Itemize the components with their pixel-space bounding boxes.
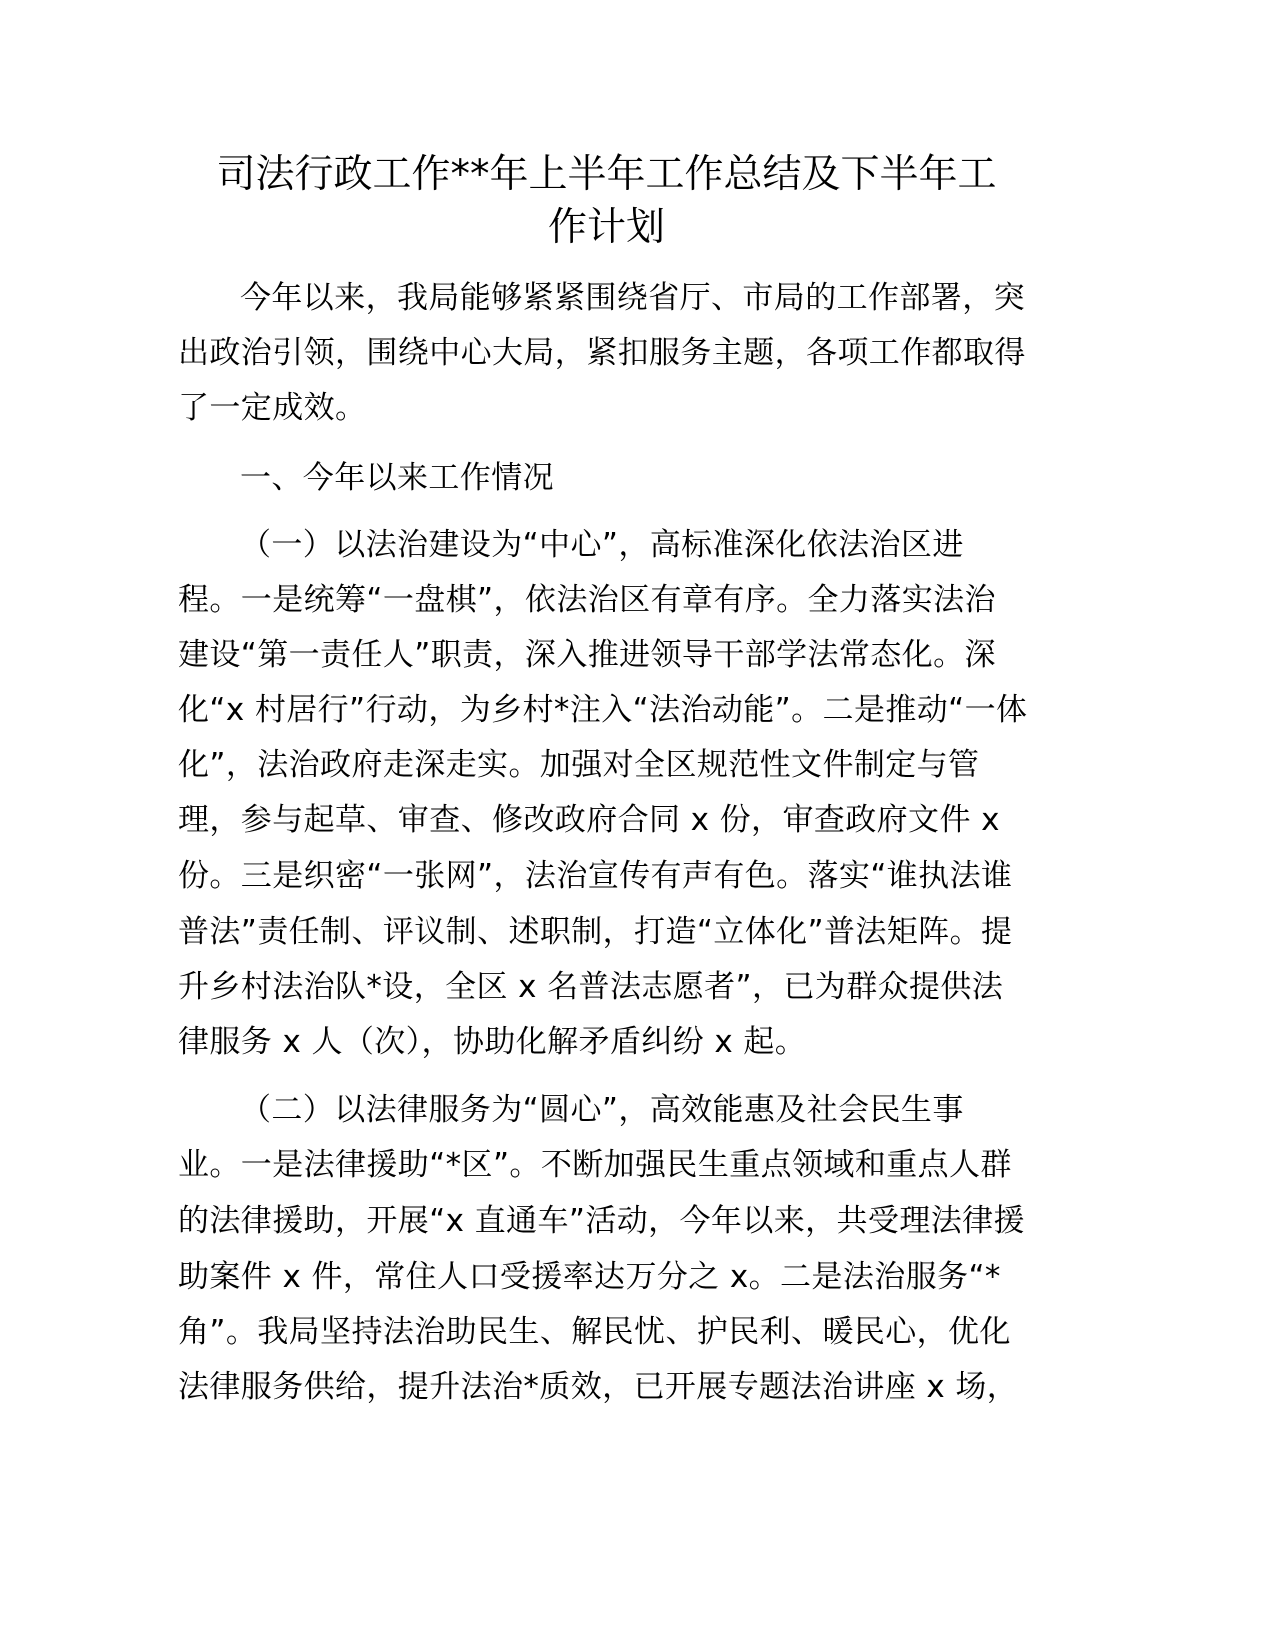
subsection-2-line-2: 业。一是法律援助“*区”。不断加强民生重点领域和重点人群: [178, 1147, 1012, 1183]
title-line-2: 作计划: [547, 205, 665, 250]
title-line-1: 司法行政工作**年上半年工作总结及下半年工: [216, 152, 997, 197]
subsection-1-line-9: 升乡村法治队*设，全区 x 名普法志愿者”，已为群众提供法: [178, 969, 1004, 1005]
subsection-1-line-8: 普法”责任制、评议制、述职制，打造“立体化”普法矩阵。提: [178, 914, 1013, 950]
subsection-1-line-2: 程。一是统筹“一盘棋”，依法治区有章有序。全力落实法治: [178, 582, 996, 618]
subsection-1-line-7: 份。三是织密“一张网”，法治宣传有声有色。落实“谁执法谁: [178, 858, 1013, 894]
intro-line-2: 出政治引领，围绕中心大局，紧扣服务主题，各项工作都取得: [178, 335, 1026, 371]
subsection-2-line-6: 法律服务供给，提升法治*质效，已开展专题法治讲座 x 场，: [178, 1369, 1019, 1405]
subsection-1-line-10: 律服务 x 人（次），协助化解矛盾纠纷 x 起。: [178, 1024, 807, 1060]
section-heading: 一、今年以来工作情况: [240, 460, 554, 496]
intro-line-3: 了一定成效。: [178, 390, 367, 426]
subsection-1-line-6: 理，参与起草、审查、修改政府合同 x 份，审查政府文件 x: [178, 802, 1000, 838]
subsection-2-line-4: 助案件 x 件，常住人口受援率达万分之 x。二是法治服务“*: [178, 1259, 1001, 1295]
subsection-2-line-1: （二）以法律服务为“圆心”，高效能惠及社会民生事: [240, 1092, 964, 1128]
intro-line-1: 今年以来，我局能够紧紧围绕省厅、市局的工作部署，突: [240, 280, 1025, 316]
subsection-1-line-1: （一）以法治建设为“中心”，高标准深化依法治区进: [240, 527, 964, 563]
subsection-2-line-5: 角”。我局坚持法治助民生、解民忧、护民利、暖民心，优化: [178, 1314, 1011, 1350]
subsection-1-line-3: 建设“第一责任人”职责，深入推进领导干部学法常态化。深: [178, 637, 996, 673]
subsection-1-line-4: 化“x 村居行”行动，为乡村*注入“法治动能”。二是推动“一体: [178, 692, 1028, 728]
subsection-1-line-5: 化”，法治政府走深走实。加强对全区规范性文件制定与管: [178, 747, 980, 783]
document-title: [178, 148, 1035, 254]
subsection-2-line-3: 的法律援助，开展“x 直通车”活动，今年以来，共受理法律援: [178, 1203, 1025, 1239]
